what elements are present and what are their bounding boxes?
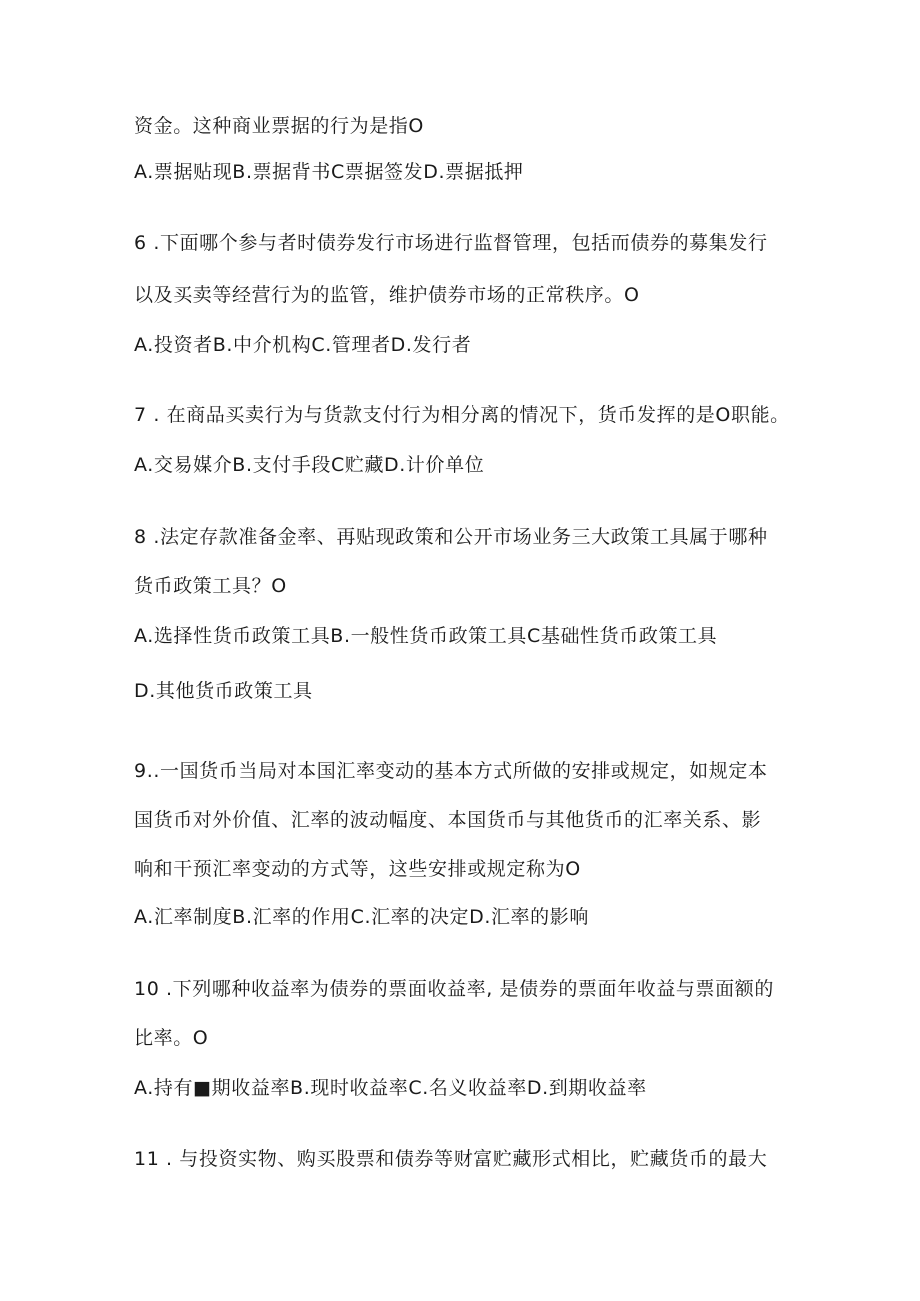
question-10-stem-line-1: 10 .下列哪种收益率为债券的票面收益率, 是债券的票面年收益与票面额的 (134, 978, 774, 1000)
question-8-stem-line-1: 8 .法定存款准备金率、再贴现政策和公开市场业务三大政策工具属于哪种 (134, 526, 768, 548)
question-8-stem-line-2: 货币政策工具？O (134, 575, 287, 597)
question-7-stem: 7 . 在商品买卖行为与货款支付行为相分离的情况下，货币发挥的是O职能。 (134, 404, 790, 426)
question-6-stem-line-2: 以及买卖等经营行为的监管，维护债券市场的正常秩序。O (134, 284, 640, 306)
question-11-stem-line-1: 11 . 与投资实物、购买股票和债券等财富贮藏形式相比，贮藏货币的最大 (134, 1148, 768, 1170)
question-9-stem-line-1: 9..一国货币当局对本国汇率变动的基本方式所做的安排或规定，如规定本 (134, 760, 768, 782)
question-8-options-line-2: D.其他货币政策工具 (134, 680, 313, 702)
question-10-options: A.持有■期收益率B.现时收益率C.名义收益率D.到期收益率 (134, 1077, 647, 1099)
question-8-options-line-1: A.选择性货币政策工具B.一般性货币政策工具C基础性货币政策工具 (134, 625, 718, 647)
question-6-stem-line-1: 6 .下面哪个参与者时债券发行市场进行监督管理，包括而债券的募集发行 (134, 232, 768, 254)
question-9-stem-line-2: 国货币对外价值、汇率的波动幅度、本国货币与其他货币的汇率关系、影 (134, 809, 762, 831)
question-5-stem-continuation: 资金。这种商业票据的行为是指O (134, 115, 424, 137)
question-9-stem-line-3: 响和干预汇率变动的方式等，这些安排或规定称为O (134, 858, 581, 880)
question-7-options: A.交易媒介B.支付手段C贮藏D.计价单位 (134, 454, 485, 476)
question-9-options: A.汇率制度B.汇率的作用C.汇率的决定D.汇率的影响 (134, 906, 589, 928)
question-10-stem-line-2: 比率。O (134, 1027, 209, 1049)
question-6-options: A.投资者B.中介机构C.管理者D.发行者 (134, 334, 472, 356)
question-5-options: A.票据贴现B.票据背书C票据签发D.票据抵押 (134, 161, 524, 183)
